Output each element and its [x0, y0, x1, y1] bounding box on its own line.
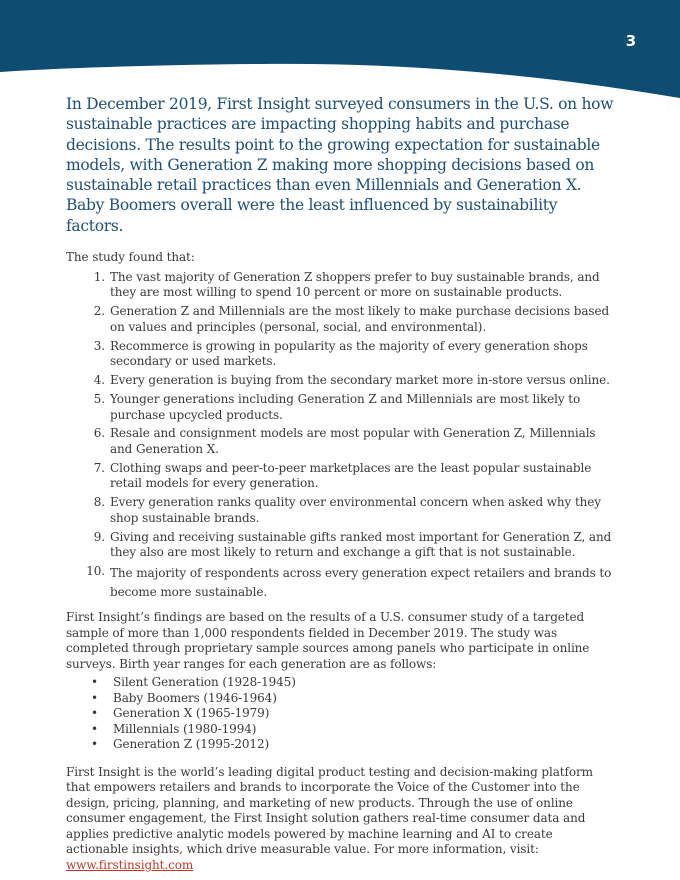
finding-text: Giving and receiving sustainable gifts ranked most important for Generation Z, and they also are most likely to return and exchange a gift that is not sustainable.	[110, 529, 612, 560]
header-wave-shape	[0, 0, 680, 98]
finding-text: The majority of respondents across every generation expect retailers and brands to become more sustainable.	[110, 566, 612, 600]
finding-item	[66, 564, 614, 602]
methodology-paragraph: First Insight’s findings are based on the results of a U.S. consumer study of a targeted sample of more than 1,000 respondents fielded in December 2019. The study was completed through proprietary sample sources among panels who participate in online surveys. Birth year ranges for each generation are as follows:	[66, 610, 590, 671]
generation-item	[66, 737, 614, 753]
page-number: 3	[625, 32, 637, 50]
finding-number: 7.	[93, 460, 105, 475]
finding-text: Younger generations including Generation Z and Millennials are most likely to purchase upcycled products.	[110, 391, 581, 422]
study-lead: The study found that:	[66, 250, 195, 265]
generation-text: Silent Generation (1928-1945)	[113, 675, 296, 690]
website-link[interactable]: www.firstinsight.com	[66, 857, 194, 872]
finding-number: 3.	[93, 338, 105, 353]
generation-list	[66, 675, 614, 753]
finding-item	[66, 339, 614, 370]
generation-item	[66, 675, 614, 691]
finding-text: Recommerce is growing in popularity as the majority of every generation shops secondary or used markets.	[110, 338, 588, 369]
intro-paragraph: In December 2019, First Insight surveyed consumers in the U.S. on how sustainable practices are impacting shopping habits and purchase decisions. The results point to the growing expectation for sustainable models, with Generation Z making more shopping decisions based on sustainable retail practices than even Millennials and Generation X. Baby Boomers overall were the least influenced by sustainability factors.	[66, 95, 614, 235]
about-text: First Insight is the world’s leading digital product testing and decision-making platform that empowers retailers and brands to incorporate the Voice of the Customer into the design, pricing, planning, and marketing of new products. Through the use of online consumer engagement, the First Insight solution gathers real-time consumer data and applies predictive analytic models powered by machine learning and AI to create actionable insights, which drive measurable value. For more information, visit:	[66, 764, 593, 857]
bullet-icon: •	[91, 721, 98, 736]
document-body	[66, 94, 614, 873]
bullet-icon: •	[91, 706, 98, 721]
generation-text: Generation X (1965-1979)	[113, 706, 270, 721]
finding-number: 6.	[93, 426, 105, 441]
finding-number: 10.	[86, 564, 105, 579]
finding-item	[66, 495, 614, 526]
finding-text: Clothing swaps and peer-to-peer marketplaces are the least popular sustainable retail models for every generation.	[110, 460, 592, 491]
finding-item	[66, 461, 614, 492]
finding-text: The vast majority of Generation Z shoppers prefer to buy sustainable brands, and they are most willing to spend 10 percent or more on sustainable products.	[110, 269, 600, 300]
finding-item	[66, 530, 614, 561]
about-paragraph	[66, 765, 614, 874]
bullet-icon: •	[91, 675, 98, 690]
finding-item	[66, 392, 614, 423]
finding-number: 2.	[93, 304, 105, 319]
generation-text: Baby Boomers (1946-1964)	[113, 690, 277, 705]
bullet-icon: •	[91, 737, 98, 752]
finding-item	[66, 373, 614, 389]
finding-number: 1.	[93, 269, 105, 284]
finding-text: Resale and consignment models are most popular with Generation Z, Millennials and Generation X.	[110, 426, 596, 456]
generation-item	[66, 691, 614, 707]
finding-number: 8.	[93, 495, 105, 510]
generation-text: Generation Z (1995-2012)	[113, 737, 270, 752]
generation-text: Millennials (1980-1994)	[113, 721, 257, 736]
generation-item	[66, 706, 614, 722]
generation-item	[66, 722, 614, 738]
header-band	[0, 0, 680, 100]
finding-item	[66, 270, 614, 301]
finding-text: Every generation ranks quality over environmental concern when asked why they shop sustainable brands.	[110, 495, 601, 525]
finding-number: 5.	[93, 391, 105, 406]
finding-text: Every generation is buying from the secondary market more in-store versus online.	[110, 373, 610, 388]
finding-number: 4.	[93, 373, 105, 388]
finding-text: Generation Z and Millennials are the most likely to make purchase decisions based on values and principles (personal, social, and environmental).	[110, 304, 610, 334]
finding-number: 9.	[93, 529, 105, 544]
finding-item	[66, 426, 614, 457]
findings-list	[66, 270, 614, 603]
finding-item	[66, 304, 614, 335]
bullet-icon: •	[91, 690, 98, 705]
